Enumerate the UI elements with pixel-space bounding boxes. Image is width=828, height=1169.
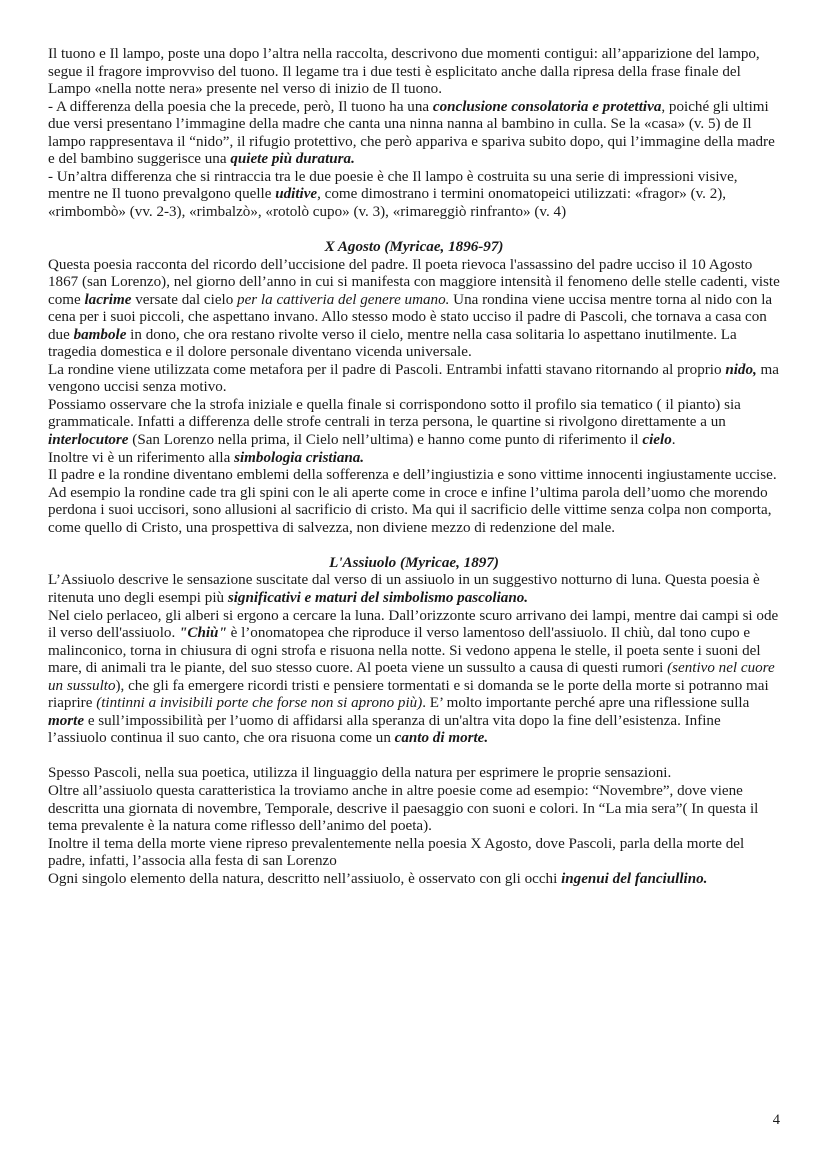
text-run: - Un’altra differenza che si rintraccia tra le due poesie è che Il lampo è costruita su una serie di impressioni visive, mentre ne Il tuono prevalgono quelle [48,168,738,203]
text-run: Nel cielo perlaceo, gli alberi si ergono a cercare la luna. Dall’orizzonte scuro arrivano dei lampi, mentre dai campi si ode il verso dell'assiuolo. [48,607,779,642]
section-heading: X Agosto (Myricae, 1896-97) [324,239,504,256]
text-run: cielo [642,432,672,449]
text-run: quiete più duratura. [230,151,355,168]
text-run: L’Assiuolo descrive le sensazione suscitate dal verso di un assiuolo in un suggestivo notturno di luna. Questa poesia è ritenuta uno degli esempi più [48,572,760,606]
text-run: (tintinni a invisibili porte che forse non si aprono più) [96,695,423,712]
text-run: uditive [275,186,318,203]
text-run: Il tuono e Il lampo, poste una dopo l’altra nella raccolta, descrivono due momenti contigui: all’apparizione del lampo, segue il fragore improvviso del tuono. Il legame tra i due testi è esplicitato anche dalla ripresa della frase finale del Lampo «nella notte nera» presente nel verso di inizio de Il tuono. [48,46,760,98]
text-run: bambole [73,326,127,343]
body-paragraph [48,783,780,836]
text-run: per la cattiveria del genere umano. [237,291,450,308]
text-run: - A differenza della poesia che la precede, però, Il tuono ha una [48,98,433,115]
text-run: Il padre e la rondine diventano emblemi della sofferenza e dell’ingiustizia e sono vittime innocenti ingiustamente uccise. Ad esempio la rondine cade tra gli spini con le ali aperte come in croce e infine l’ultima parola dell’uomo che morendo perdona i suoi uccisori, sono allusioni al sacrificio di cristo. Ma qui il sacrificio delle vittime senza colpa non comporta, come quello di Cristo, una prospettiva di salvezza, non diviene mezzo di redenzione del male. [48,467,777,536]
text-run: Possiamo osservare che la strofa iniziale e quella finale si corrispondono sotto il profilo sia tematico ( il pianto) sia grammaticale. Infatti a differenza delle strofe centrali in terza persona, le quartine si rivolgono direttamente a un [48,396,741,431]
text-run: Oltre all’assiuolo questa caratteristica la troviamo anche in altre poesie come ad esempio: “Novembre”, dove viene descritta una giornata di novembre, Temporale, descrive il paesaggio con suoni e colori. In “La mia sera”( In questa il tema prevalente è la natura come riflesso dell’animo del poeta). [48,782,759,835]
section-heading: L'Assiuolo (Myricae, 1897) [329,554,499,571]
body-paragraph [48,572,780,607]
text-run: , come dimostrano i termini onomatopeici utilizzati: «fragor» (v. 2), «rimbombò» (vv. 2-3), «rimbalzò», «rotolò cupo» (v. 3), «rimareggiò rinfranto» (v. 4) [48,186,727,220]
body-paragraph [48,871,780,889]
text-run: Inoltre il tema della morte viene ripreso prevalentemente nella poesia X Agosto, dove Pascoli, parla della morte del padre, infatti, l’associa alla festa di san Lorenzo [48,835,745,870]
body-paragraph [48,608,780,748]
text-run: . [671,432,676,449]
body-paragraph [48,765,780,783]
body-paragraph [48,99,780,169]
paragraph-spacer [48,748,780,766]
text-run: in dono, che ora restano rivolte verso il cielo, mentre nella casa solitaria lo aspettano inutilmente. La tragedia domestica e il dolore personale diventano vicenda universale. [48,326,737,361]
text-run: . E’ molto importante perché apre una riflessione sulla [422,695,750,712]
text-run: Inoltre vi è un riferimento alla [48,449,235,466]
text-run: nido, [725,361,757,378]
text-run: interlocutore [48,432,129,449]
text-run: significativi e maturi del simbolismo pascoliano. [227,589,529,606]
body-paragraph [48,397,780,450]
text-run: (sentivo nel cuore un sussulto [48,660,775,694]
paragraph-spacer [48,221,780,239]
text-run: (San Lorenzo nella prima, il Cielo nell’ultima) e hanno come punto di riferimento il [128,432,643,449]
text-run: ma vengono uccisi senza motivo. [48,361,779,396]
document-body [48,46,780,888]
text-run: simbologia cristiana. [234,449,365,466]
text-run: La rondine viene utilizzata come metafora per il padre di Pascoli. Entrambi infatti stavano ritornando al proprio [48,361,726,378]
text-run: morte [48,712,85,729]
body-paragraph [48,467,780,537]
text-run: Spesso Pascoli, nella sua poetica, utilizza il linguaggio della natura per esprimere le proprie sensazioni. [48,765,672,782]
text-run: , poiché gli ultimi due versi presentano l’immagine della madre che canta una ninna nanna al bambino in culla. Se la «casa» (v. 5) de Il lampo rappresentava il “nido”, il rifugio protettivo, che però appariva e spariva subito dopo, qui l’immagine della madre e del bambino suggerisce una [48,98,775,168]
body-paragraph [48,362,780,397]
text-run: conclusione consolatoria e protettiva [432,98,662,115]
text-run: è l’onomatopea che riproduce il verso lamentoso dell'assiuolo. Il chiù, dal tono cupo e malinconico, torna in chiusura di ogni strofa e risuona nella notte. Si vedono appena le stelle, il poeta sente i suoni del mare, di animali tra le piante, del suo stesso cuore. Al poeta viene un sussulto a causa di questi rumori [48,625,761,677]
body-paragraph [48,46,780,99]
text-run: lacrime [84,291,132,308]
text-run: Questa poesia racconta del ricordo dell’uccisione del padre. Il poeta rievoca l'assassino del padre ucciso il 10 Agosto 1867 (san Lorenzo), nel giorno dell’anno in cui si manifesta con maggiore intensità il fenomeno delle stelle cadenti, viste come [48,256,780,308]
page-number: 4 [772,1112,780,1128]
text-run: Una rondina viene uccisa mentre torna al nido con la cena per i suoi piccoli, che aspettano invano. Allo stesso modo è stato ucciso il padre di Pascoli, che tornava a casa con due [48,291,773,343]
text-run: "Chiù" [179,625,227,642]
text-run: Ogni singolo elemento della natura, descritto nell’assiuolo, è osservato con gli occhi [48,870,562,887]
text-run: versate dal cielo [131,291,238,308]
text-run: e sull’impossibilità per l’uomo di affidarsi alla speranza di un'altra vita dopo la fine dell’esistenza. Infine l’assiuolo continua il suo canto, che ora risuona come un [48,712,721,747]
body-paragraph [48,836,780,871]
body-paragraph [48,450,780,468]
text-run: canto di morte. [394,730,489,747]
text-run: ), che gli fa emergere ricordi tristi e pensiere tormentati e si domanda se le porte della morte si potranno mai riaprire [48,677,769,712]
paragraph-spacer [48,537,780,555]
body-paragraph [48,257,780,362]
body-paragraph [48,169,780,222]
text-run: ingenui del fanciullino. [561,870,708,887]
